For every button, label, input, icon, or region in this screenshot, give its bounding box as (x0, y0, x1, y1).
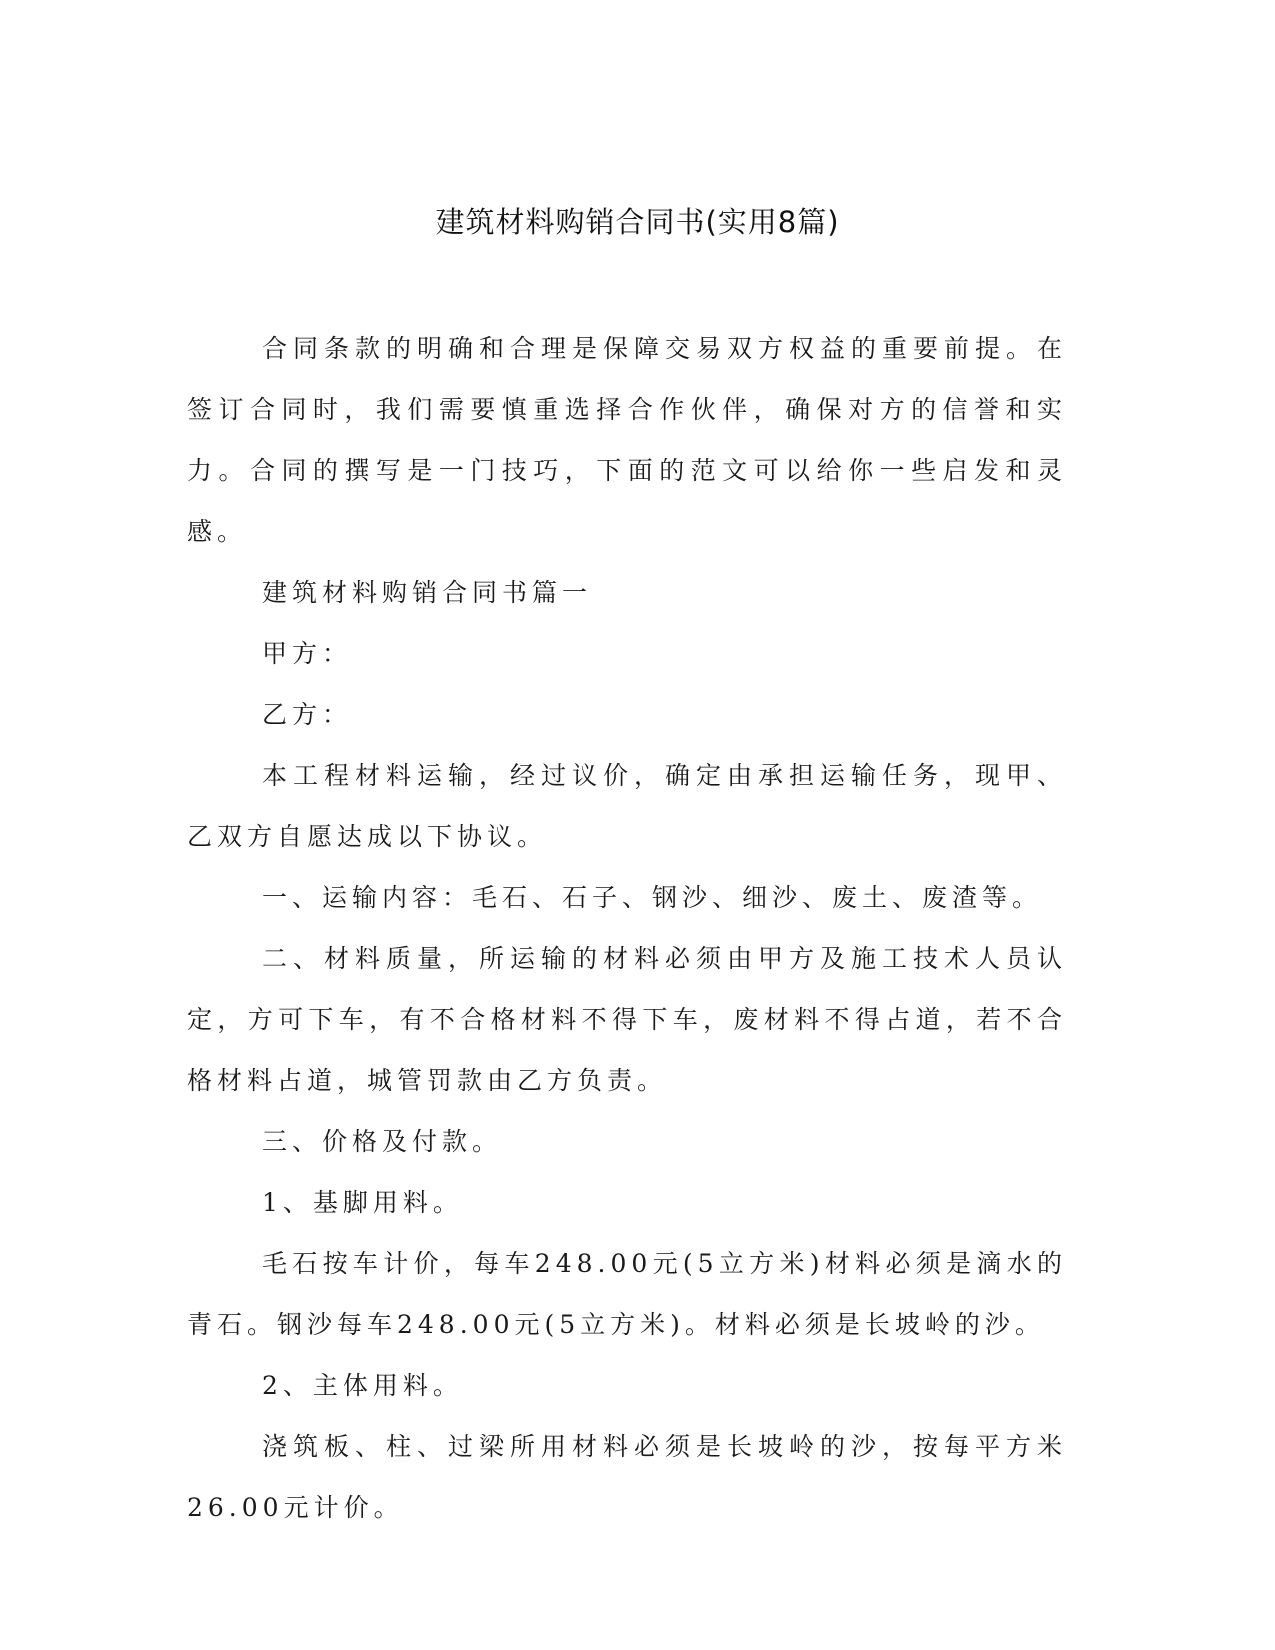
agreement-paragraph: 本工程材料运输，经过议价，确定由承担运输任务，现甲、乙双方自愿达成以下协议。 (187, 761, 1067, 851)
clause-three: 三、价格及付款。 (262, 1127, 503, 1156)
subclause-two-detail: 浇筑板、柱、过梁所用材料必须是长坡岭的沙，按每平方米26.00元计价。 (187, 1432, 1067, 1522)
clause-one: 一、运输内容：毛石、石子、钢沙、细沙、废土、废渣等。 (262, 883, 1043, 912)
party-b-line: 乙方： (262, 700, 353, 729)
subclause-one: 1、基脚用料。 (262, 1188, 463, 1217)
intro-paragraph: 合同条款的明确和合理是保障交易双方权益的重要前提。在签订合同时，我们需要慎重选择合作伙伴，确保对方的信誉和实力。合同的撰写是一门技巧，下面的范文可以给你一些启发和灵感。 (187, 334, 1067, 546)
subclause-one-detail: 毛石按车计价，每车248.00元(5立方米)材料必须是滴水的青石。钢沙每车248.00元(5立方米)。材料必须是长坡岭的沙。 (187, 1249, 1067, 1339)
document-body (187, 318, 1067, 1538)
subclause-two: 2、主体用料。 (262, 1371, 463, 1400)
party-a-line: 甲方： (262, 639, 353, 668)
section-heading: 建筑材料购销合同书篇一 (262, 578, 593, 607)
document-title: 建筑材料购销合同书(实用8篇) (435, 205, 840, 239)
clause-two: 二、材料质量，所运输的材料必须由甲方及施工技术人员认定，方可下车，有不合格材料不得下车，废材料不得占道，若不合格材料占道，城管罚款由乙方负责。 (187, 944, 1067, 1095)
